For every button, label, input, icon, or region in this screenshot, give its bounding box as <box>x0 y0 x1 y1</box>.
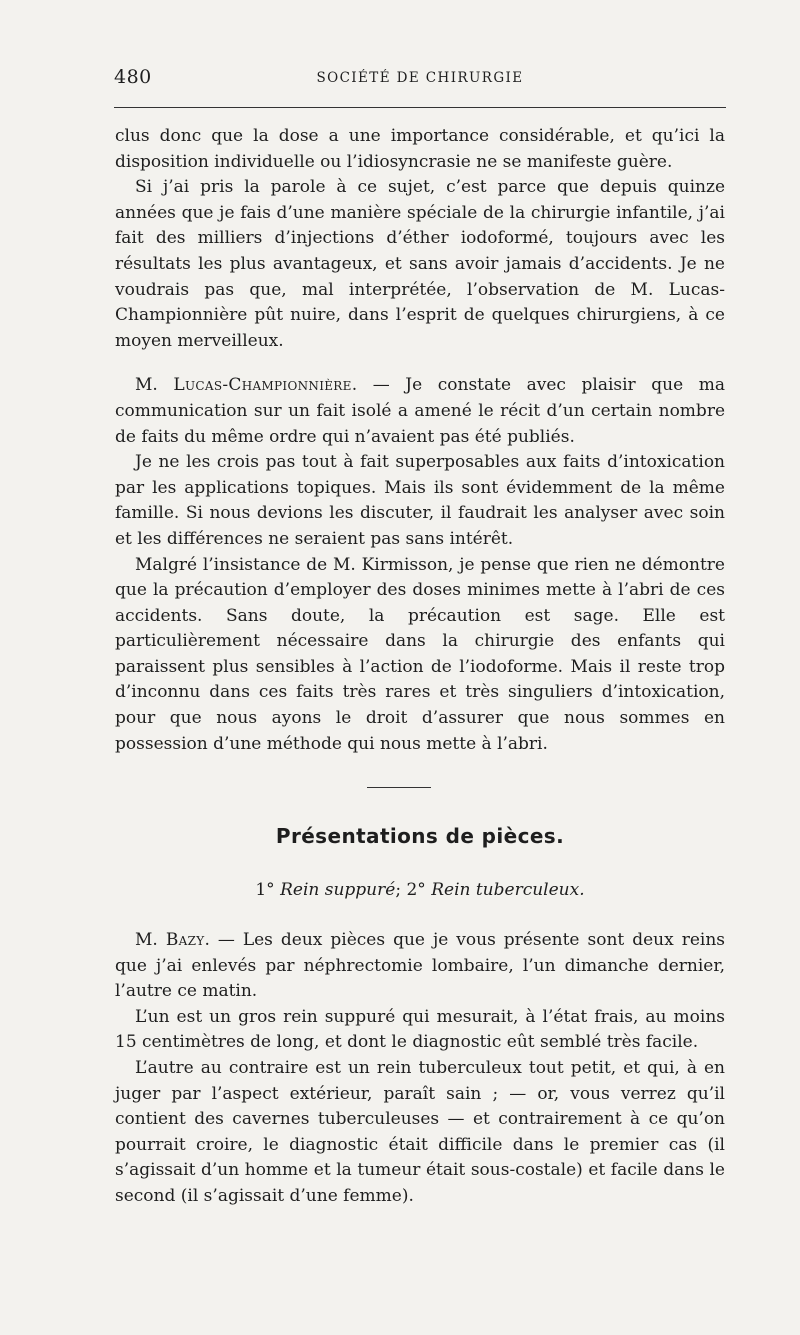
bazy-paragraph <box>115 928 725 1005</box>
subtitle-separator: ; <box>395 880 407 900</box>
speaker-name: Bazy <box>165 930 205 950</box>
reply-text: . — Je constate avec plaisir que ma communication sur un fait isolé a amené le récit d’un certain nombre de faits du même ordre qui n’avaient pas été publiés. <box>115 375 726 447</box>
bazy-text: . — Les deux pièces que je vous présente sont deux reins que j’ai enlevés par néphrectomie lombaire, l’un dimanche dernier, l’autre ce matin. <box>115 930 725 1002</box>
section-title: Présentations de pièces. <box>275 824 565 848</box>
speaker-name: Lucas-Championnière <box>173 375 352 396</box>
running-title: SOCIÉTÉ DE CHIRURGIE <box>316 70 524 86</box>
subtitle-item-2: Rein tuberculeux. <box>431 880 585 900</box>
reply-paragraph <box>115 373 725 450</box>
section-subtitle <box>115 880 725 900</box>
paragraph: clus donc que la dose a une importance considérable, et qu’ici la disposition individuelle ou l’idiosyncrasie ne se manifeste guère. <box>115 126 725 172</box>
page-header <box>114 66 726 98</box>
paragraph: Malgré l’insistance de M. Kirmisson, je pense que rien ne démontre que la précaution d’employer des doses minimes mette à l’abri de ces accidents. Sans doute, la précaution est sage. Elle est particulièrement nécessaire dans la chirurgie des enfants qui paraissent plus sensibles à l’action de l’iodoforme. Mais il reste trop d’inconnu dans ces faits très rares et très singuliers d’intoxication, pour que nous ayons le droit d’assurer que nous sommes en possession d’une méthode qui nous mette à l’abri. <box>115 554 725 754</box>
paragraph: L’autre au contraire est un rein tuberculeux tout petit, et qui, à en juger par l’aspect extérieur, paraît sain ; — or, vous verrez qu’il contient des cavernes tuberculeuses — et contrairement à ce qu’on pourrait croire, le diagnostic était difficile dans le premier cas (il s’agissait d’un homme et la tumeur était sous-costale) et facile dans le second (il s’agissait d’une femme). <box>115 1057 725 1206</box>
reply-prefix: M. <box>135 375 174 396</box>
subtitle-item-1: Rein suppuré <box>280 880 396 900</box>
subtitle-number-2: 2° <box>406 880 432 900</box>
presentation-text <box>115 928 725 1210</box>
header-rule <box>114 107 726 108</box>
discussion-text <box>115 124 725 757</box>
bazy-prefix: M. <box>135 930 166 950</box>
paragraph: Si j’ai pris la parole à ce sujet, c’est parce que depuis quinze années que je fais d’une manière spéciale de la chirurgie infantile, j’ai fait des milliers d’injections d’éther iodoformé, toujours avec les résultats les plus avantageux, et sans avoir jamais d’accidents. Je ne voudrais pas que, mal interprétée, l’observation de M. Lucas-Championnière pût nuire, dans l’esprit de quelques chirurgiens, à ce moyen merveilleux. <box>115 177 725 351</box>
subtitle-number-1: 1° <box>255 880 281 900</box>
page-number: 480 <box>114 66 152 88</box>
paragraph: L’un est un gros rein suppuré qui mesurait, à l’état frais, au moins 15 centimètres de long, et dont le diagnostic eût semblé très facile. <box>115 1006 725 1053</box>
section-separator <box>367 787 431 788</box>
paragraph: Je ne les crois pas tout à fait superposables aux faits d’intoxication par les applications topiques. Mais ils sont évidemment de la même famille. Si nous devions les discuter, il faudrait les analyser avec soin et les différences ne seraient pas sans intérêt. <box>115 452 725 549</box>
